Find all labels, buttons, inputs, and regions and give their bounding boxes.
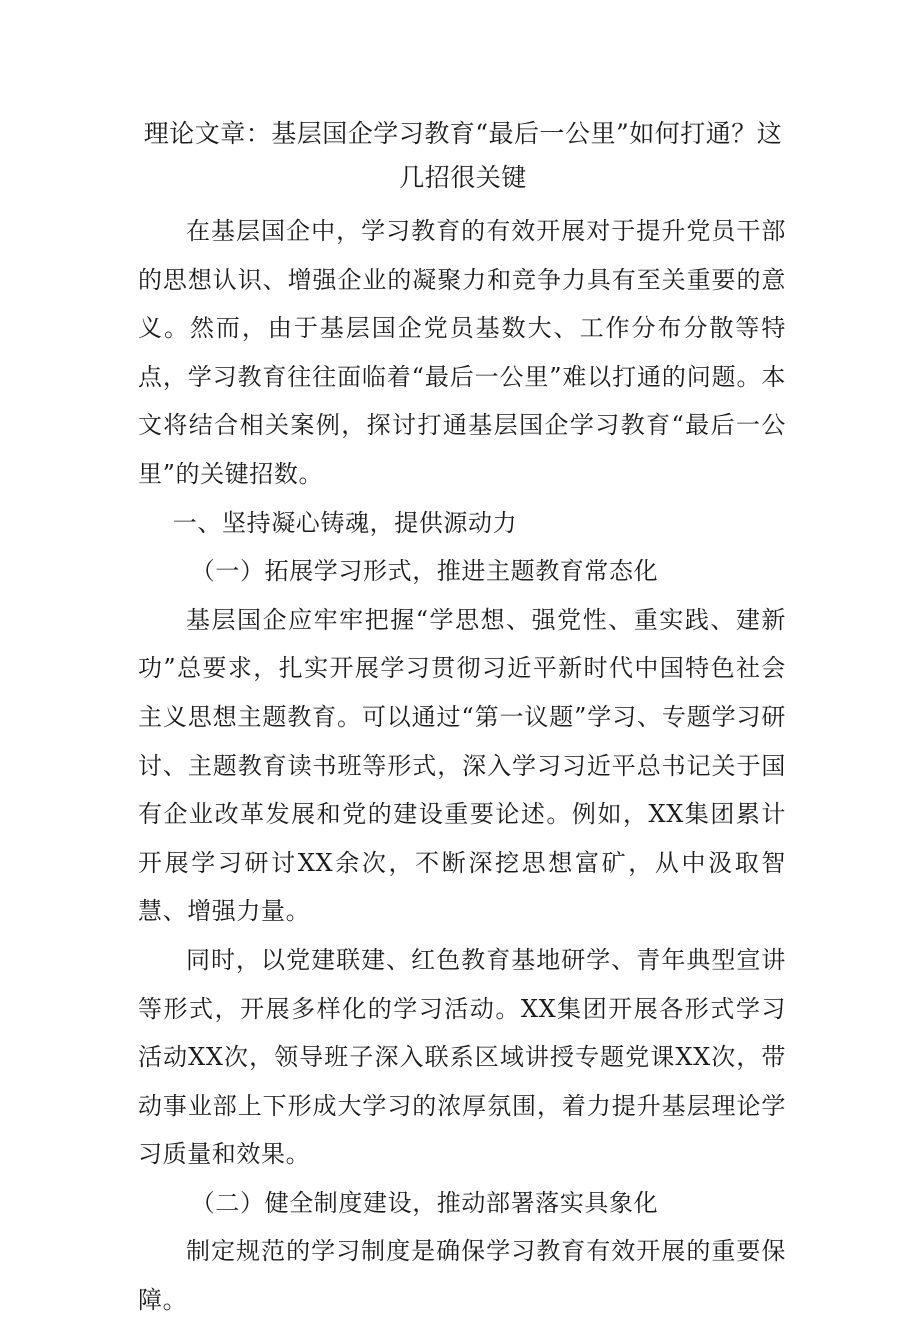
paragraph-3: 同时，以党建联建、红色教育基地研学、青年典型宣讲等形式，开展多样化的学习活动。XX集团开展各形式学习活动XX次，领导班子深入联系区域讲授专题党课XX次，带动事业部上下形成大学习的浓厚氛围，着力提升基层理论学习质量和效果。 xyxy=(138,945,786,1169)
document-title: 理论文章：基层国企学习教育“最后一公里”如何打通？这几招很关键 xyxy=(143,119,783,192)
section-heading-1: 一、坚持凝心铸魂，提供源动力 xyxy=(172,508,518,537)
subsection-heading-2: （二）健全制度建设，推动部署落实具象化 xyxy=(190,1188,659,1217)
subsection-heading-1: （一）拓展学习形式，推进主题教育常态化 xyxy=(190,557,659,586)
document-body xyxy=(138,207,786,1325)
paragraph-4: 制定规范的学习制度是确保学习教育有效开展的重要保障。 xyxy=(138,1237,786,1315)
paragraph-intro: 在基层国企中，学习教育的有效开展对于提升党员干部的思想认识、增强企业的凝聚力和竞争力具有至关重要的意义。然而，由于基层国企党员基数大、工作分布分散等特点，学习教育往往面临着“最后一公里”难以打通的问题。本文将结合相关案例，探讨打通基层国企学习教育“最后一公里”的关键招数。 xyxy=(138,217,786,488)
paragraph-2: 基层国企应牢牢把握“学思想、强党性、重实践、建新功”总要求，扎实开展学习贯彻习近平新时代中国特色社会主义思想主题教育。可以通过“第一议题”学习、专题学习研讨、主题教育读书班等形式，深入学习习近平总书记关于国有企业改革发展和党的建设重要论述。例如，XX集团累计开展学习研讨XX余次，不断深挖思想富矿，从中汲取智慧、增强力量。 xyxy=(138,605,786,926)
